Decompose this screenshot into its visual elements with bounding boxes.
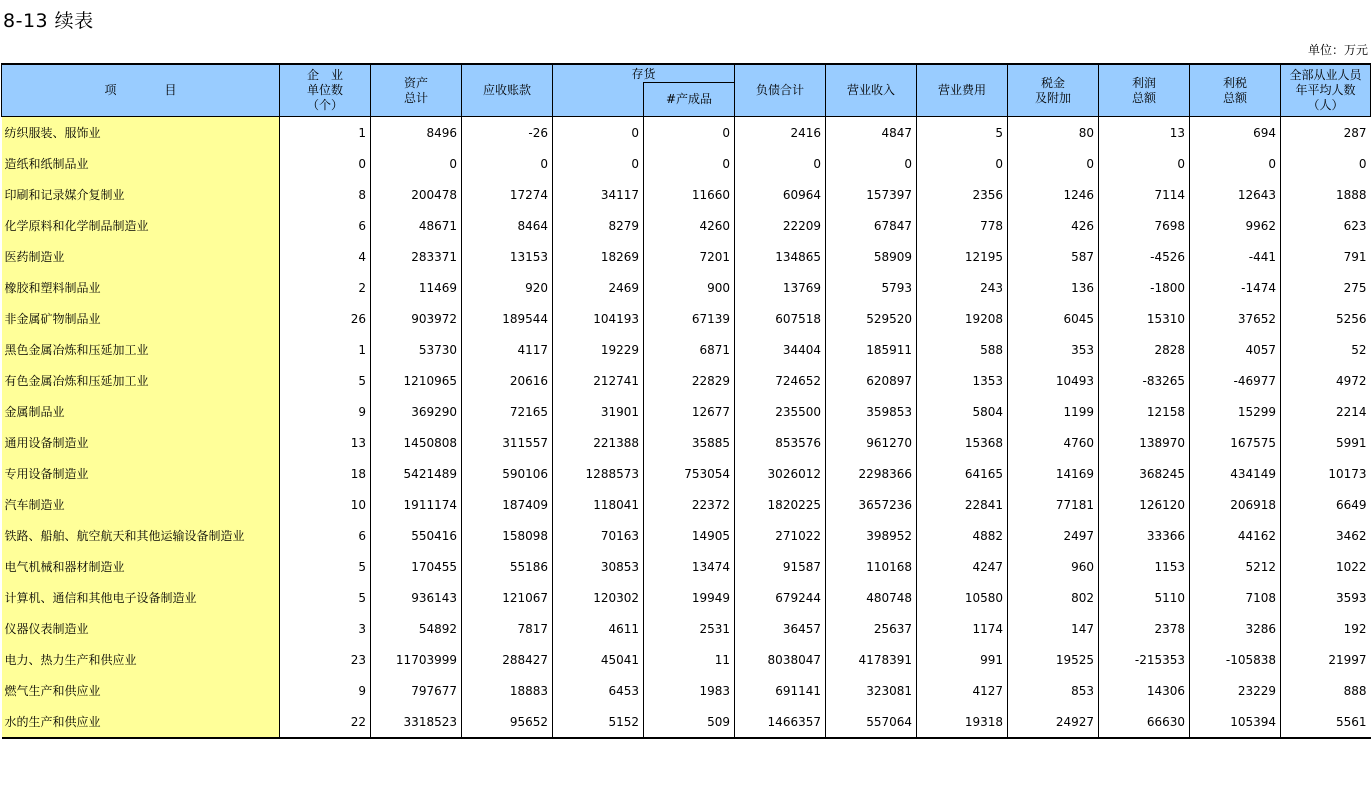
unit-label: 单位：万元 <box>1307 43 1368 57</box>
table-row <box>2 365 1371 396</box>
table-cell: 26 <box>280 303 371 334</box>
table-cell: 104193 <box>553 303 644 334</box>
table-cell: 19229 <box>553 334 644 365</box>
table-cell: 11469 <box>371 272 462 303</box>
header-profit-tax: 利税 总额 <box>1190 64 1281 117</box>
table-cell: 243 <box>917 272 1008 303</box>
table-cell: 5110 <box>1099 582 1190 613</box>
table-cell: 13153 <box>462 241 553 272</box>
row-label: 橡胶和塑料制品业 <box>2 272 280 303</box>
table-cell: 853576 <box>735 427 826 458</box>
table-cell: 323081 <box>826 675 917 706</box>
table-cell: 2 <box>280 272 371 303</box>
table-row <box>2 613 1371 644</box>
table-cell: 15299 <box>1190 396 1281 427</box>
table-cell: 14169 <box>1008 458 1099 489</box>
table-row <box>2 148 1371 179</box>
table-header <box>2 64 1371 117</box>
table-cell: 5804 <box>917 396 1008 427</box>
table-cell: 3318523 <box>371 706 462 738</box>
table-cell: 9 <box>280 675 371 706</box>
table-cell: 67139 <box>644 303 735 334</box>
row-label: 化学原料和化学制品制造业 <box>2 210 280 241</box>
table-cell: 10580 <box>917 582 1008 613</box>
table-cell: 235500 <box>735 396 826 427</box>
table-cell: 753054 <box>644 458 735 489</box>
table-row <box>2 303 1371 334</box>
table-cell: 3657236 <box>826 489 917 520</box>
table-row <box>2 334 1371 365</box>
table-cell: 37652 <box>1190 303 1281 334</box>
header-employees: 全部从业人员 年平均人数 （人） <box>1281 64 1371 117</box>
table-cell: 19949 <box>644 582 735 613</box>
row-label: 医药制造业 <box>2 241 280 272</box>
table-row <box>2 272 1371 303</box>
table-cell: 853 <box>1008 675 1099 706</box>
table-cell: 9 <box>280 396 371 427</box>
table-cell: 58909 <box>826 241 917 272</box>
header-inventory: 存货 <box>553 64 735 83</box>
row-label: 铁路、船舶、航空航天和其他运输设备制造业 <box>2 520 280 551</box>
table-cell: 13769 <box>735 272 826 303</box>
table-cell: 2416 <box>735 117 826 149</box>
table-cell: 6 <box>280 210 371 241</box>
table-cell: 288427 <box>462 644 553 675</box>
table-cell: 0 <box>917 148 1008 179</box>
table-cell: 3 <box>280 613 371 644</box>
table-cell: 147 <box>1008 613 1099 644</box>
table-cell: 778 <box>917 210 1008 241</box>
table-cell: 45041 <box>553 644 644 675</box>
table-cell: 4882 <box>917 520 1008 551</box>
table-cell: 10173 <box>1281 458 1371 489</box>
table-cell: 0 <box>1099 148 1190 179</box>
table-cell: 2356 <box>917 179 1008 210</box>
table-cell: 353 <box>1008 334 1099 365</box>
table-cell: 91587 <box>735 551 826 582</box>
table-cell: 5561 <box>1281 706 1371 738</box>
table-cell: 126120 <box>1099 489 1190 520</box>
table-cell: 0 <box>1281 148 1371 179</box>
table-cell: 4057 <box>1190 334 1281 365</box>
table-cell: 12643 <box>1190 179 1281 210</box>
header-profit: 利润 总额 <box>1099 64 1190 117</box>
table-cell: 724652 <box>735 365 826 396</box>
table-cell: 19318 <box>917 706 1008 738</box>
table-cell: 77181 <box>1008 489 1099 520</box>
table-cell: 4117 <box>462 334 553 365</box>
table-cell: 2828 <box>1099 334 1190 365</box>
table-cell: 802 <box>1008 582 1099 613</box>
table-cell: 34404 <box>735 334 826 365</box>
table-cell: 35885 <box>644 427 735 458</box>
table-cell: 3462 <box>1281 520 1371 551</box>
page-title: 8-13 续表 <box>3 10 94 32</box>
table-row <box>2 675 1371 706</box>
table-cell: 138970 <box>1099 427 1190 458</box>
table-cell: 1022 <box>1281 551 1371 582</box>
table-cell: 283371 <box>371 241 462 272</box>
table-cell: 5212 <box>1190 551 1281 582</box>
table-body <box>2 117 1371 739</box>
table-cell: 11703999 <box>371 644 462 675</box>
table-cell: 434149 <box>1190 458 1281 489</box>
header-expenses: 营业费用 <box>917 64 1008 117</box>
row-label: 电气机械和器材制造业 <box>2 551 280 582</box>
table-cell: 888 <box>1281 675 1371 706</box>
table-cell: 44162 <box>1190 520 1281 551</box>
table-cell: 903972 <box>371 303 462 334</box>
row-label: 水的生产和供应业 <box>2 706 280 738</box>
table-cell: 8279 <box>553 210 644 241</box>
table-cell: 10493 <box>1008 365 1099 396</box>
row-label: 计算机、通信和其他电子设备制造业 <box>2 582 280 613</box>
table-cell: 134865 <box>735 241 826 272</box>
row-label: 造纸和纸制品业 <box>2 148 280 179</box>
header-assets: 资产 总计 <box>371 64 462 117</box>
row-label: 汽车制造业 <box>2 489 280 520</box>
table-cell: 6453 <box>553 675 644 706</box>
table-row <box>2 706 1371 738</box>
table-cell: 105394 <box>1190 706 1281 738</box>
table-cell: 5793 <box>826 272 917 303</box>
table-cell: 8496 <box>371 117 462 149</box>
table-cell: 23 <box>280 644 371 675</box>
table-cell: -1474 <box>1190 272 1281 303</box>
table-cell: 4847 <box>826 117 917 149</box>
row-label: 通用设备制造业 <box>2 427 280 458</box>
table-cell: -4526 <box>1099 241 1190 272</box>
table-cell: 30853 <box>553 551 644 582</box>
table-row <box>2 396 1371 427</box>
table-cell: 212741 <box>553 365 644 396</box>
table-cell: 5991 <box>1281 427 1371 458</box>
header-taxes: 税金 及附加 <box>1008 64 1099 117</box>
table-cell: 1983 <box>644 675 735 706</box>
table-cell: 18269 <box>553 241 644 272</box>
table-cell: -441 <box>1190 241 1281 272</box>
table-cell: 961270 <box>826 427 917 458</box>
table-row <box>2 551 1371 582</box>
table-cell: 185911 <box>826 334 917 365</box>
table-cell: 426 <box>1008 210 1099 241</box>
row-label: 黑色金属冶炼和压延加工业 <box>2 334 280 365</box>
table-cell: 271022 <box>735 520 826 551</box>
table-cell: 136 <box>1008 272 1099 303</box>
table-cell: -83265 <box>1099 365 1190 396</box>
table-cell: 1353 <box>917 365 1008 396</box>
table-cell: 620897 <box>826 365 917 396</box>
table-cell: 23229 <box>1190 675 1281 706</box>
table-cell: 10 <box>280 489 371 520</box>
table-cell: 13474 <box>644 551 735 582</box>
table-cell: 1 <box>280 334 371 365</box>
table-cell: 120302 <box>553 582 644 613</box>
table-cell: 4127 <box>917 675 1008 706</box>
table-cell: 64165 <box>917 458 1008 489</box>
table-row <box>2 427 1371 458</box>
table-row <box>2 644 1371 675</box>
table-cell: 691141 <box>735 675 826 706</box>
row-label: 专用设备制造业 <box>2 458 280 489</box>
table-cell: 17274 <box>462 179 553 210</box>
table-cell: 110168 <box>826 551 917 582</box>
table-cell: -1800 <box>1099 272 1190 303</box>
table-cell: 936143 <box>371 582 462 613</box>
table-cell: 189544 <box>462 303 553 334</box>
table-cell: 588 <box>917 334 1008 365</box>
table-cell: 557064 <box>826 706 917 738</box>
table-cell: 36457 <box>735 613 826 644</box>
table-cell: 623 <box>1281 210 1371 241</box>
table-cell: 15310 <box>1099 303 1190 334</box>
table-cell: 6045 <box>1008 303 1099 334</box>
table-cell: 80 <box>1008 117 1099 149</box>
table-cell: 3593 <box>1281 582 1371 613</box>
header-liabilities: 负债合计 <box>735 64 826 117</box>
table-cell: 13 <box>1099 117 1190 149</box>
table-cell: 1911174 <box>371 489 462 520</box>
table-cell: 550416 <box>371 520 462 551</box>
table-cell: 221388 <box>553 427 644 458</box>
table-cell: -105838 <box>1190 644 1281 675</box>
header-enterprises: 企 业 单位数 （个） <box>280 64 371 117</box>
table-cell: 22841 <box>917 489 1008 520</box>
table-cell: 607518 <box>735 303 826 334</box>
table-row <box>2 582 1371 613</box>
table-cell: 53730 <box>371 334 462 365</box>
table-cell: 48671 <box>371 210 462 241</box>
table-cell: 1288573 <box>553 458 644 489</box>
table-cell: 52 <box>1281 334 1371 365</box>
table-cell: 0 <box>280 148 371 179</box>
table-cell: 694 <box>1190 117 1281 149</box>
table-cell: 991 <box>917 644 1008 675</box>
table-cell: 275 <box>1281 272 1371 303</box>
table-cell: 70163 <box>553 520 644 551</box>
table-cell: 0 <box>553 148 644 179</box>
table-cell: 6649 <box>1281 489 1371 520</box>
table-cell: 1199 <box>1008 396 1099 427</box>
table-cell: 11660 <box>644 179 735 210</box>
table-cell: 4760 <box>1008 427 1099 458</box>
table-row <box>2 489 1371 520</box>
table-cell: 900 <box>644 272 735 303</box>
table-cell: 158098 <box>462 520 553 551</box>
table-cell: 1246 <box>1008 179 1099 210</box>
table-cell: 368245 <box>1099 458 1190 489</box>
table-cell: 3286 <box>1190 613 1281 644</box>
table-cell: 67847 <box>826 210 917 241</box>
table-cell: 7698 <box>1099 210 1190 241</box>
table-cell: 0 <box>644 148 735 179</box>
table-cell: 20616 <box>462 365 553 396</box>
table-cell: 3026012 <box>735 458 826 489</box>
table-cell: 12677 <box>644 396 735 427</box>
table-cell: 920 <box>462 272 553 303</box>
table-cell: 5 <box>280 582 371 613</box>
table-cell: 95652 <box>462 706 553 738</box>
table-cell: 287 <box>1281 117 1371 149</box>
table-cell: 4260 <box>644 210 735 241</box>
table-cell: 192 <box>1281 613 1371 644</box>
header-inventory-spacer <box>553 83 644 117</box>
row-label: 非金属矿物制品业 <box>2 303 280 334</box>
table-cell: 121067 <box>462 582 553 613</box>
table-cell: 4972 <box>1281 365 1371 396</box>
table-cell: 509 <box>644 706 735 738</box>
row-label: 印刷和记录媒介复制业 <box>2 179 280 210</box>
table-cell: 6871 <box>644 334 735 365</box>
table-cell: 369290 <box>371 396 462 427</box>
table-cell: 4 <box>280 241 371 272</box>
table-cell: 12195 <box>917 241 1008 272</box>
table-cell: 311557 <box>462 427 553 458</box>
table-cell: 19525 <box>1008 644 1099 675</box>
table-cell: -26 <box>462 117 553 149</box>
table-cell: 0 <box>371 148 462 179</box>
row-label: 纺织服装、服饰业 <box>2 117 280 149</box>
table-cell: 1820225 <box>735 489 826 520</box>
table-cell: 5256 <box>1281 303 1371 334</box>
table-row <box>2 117 1371 149</box>
table-cell: 22829 <box>644 365 735 396</box>
table-cell: 187409 <box>462 489 553 520</box>
table-cell: 2214 <box>1281 396 1371 427</box>
table-cell: 0 <box>826 148 917 179</box>
table-cell: 19208 <box>917 303 1008 334</box>
table-cell: 33366 <box>1099 520 1190 551</box>
header-receivables: 应收账款 <box>462 64 553 117</box>
table-cell: 13 <box>280 427 371 458</box>
table-cell: 22372 <box>644 489 735 520</box>
table-cell: 25637 <box>826 613 917 644</box>
table-cell: 18883 <box>462 675 553 706</box>
table-cell: 0 <box>1008 148 1099 179</box>
header-finished-goods: #产成品 <box>644 83 735 117</box>
table-cell: 0 <box>462 148 553 179</box>
table-cell: 5 <box>917 117 1008 149</box>
table-cell: 14905 <box>644 520 735 551</box>
table-cell: 359853 <box>826 396 917 427</box>
table-cell: 66630 <box>1099 706 1190 738</box>
table-row <box>2 458 1371 489</box>
table-cell: 21997 <box>1281 644 1371 675</box>
table-cell: 72165 <box>462 396 553 427</box>
table-row <box>2 520 1371 551</box>
table-cell: 2298366 <box>826 458 917 489</box>
table-cell: 5 <box>280 551 371 582</box>
table-cell: 1466357 <box>735 706 826 738</box>
table-cell: 398952 <box>826 520 917 551</box>
table-cell: 8464 <box>462 210 553 241</box>
table-cell: 960 <box>1008 551 1099 582</box>
row-label: 电力、热力生产和供应业 <box>2 644 280 675</box>
table-cell: 0 <box>735 148 826 179</box>
table-cell: 118041 <box>553 489 644 520</box>
table-cell: 15368 <box>917 427 1008 458</box>
table-cell: -46977 <box>1190 365 1281 396</box>
row-label: 燃气生产和供应业 <box>2 675 280 706</box>
table-cell: 34117 <box>553 179 644 210</box>
table-cell: 157397 <box>826 179 917 210</box>
table-cell: 797677 <box>371 675 462 706</box>
table-cell: 480748 <box>826 582 917 613</box>
table-cell: 54892 <box>371 613 462 644</box>
table-cell: 7108 <box>1190 582 1281 613</box>
table-cell: 2378 <box>1099 613 1190 644</box>
table-cell: 529520 <box>826 303 917 334</box>
table-cell: 0 <box>553 117 644 149</box>
row-label: 仪器仪表制造业 <box>2 613 280 644</box>
table-cell: 14306 <box>1099 675 1190 706</box>
table-cell: 31901 <box>553 396 644 427</box>
table-cell: 8 <box>280 179 371 210</box>
table-cell: 7201 <box>644 241 735 272</box>
table-cell: 2531 <box>644 613 735 644</box>
table-cell: 167575 <box>1190 427 1281 458</box>
table-row <box>2 179 1371 210</box>
table-cell: 22 <box>280 706 371 738</box>
table-cell: 8038047 <box>735 644 826 675</box>
table-cell: 0 <box>1190 148 1281 179</box>
row-label: 金属制品业 <box>2 396 280 427</box>
table-cell: 1450808 <box>371 427 462 458</box>
table-cell: 7114 <box>1099 179 1190 210</box>
table-cell: 170455 <box>371 551 462 582</box>
table-cell: 1174 <box>917 613 1008 644</box>
table-cell: 791 <box>1281 241 1371 272</box>
table-cell: 2497 <box>1008 520 1099 551</box>
header-revenue: 营业收入 <box>826 64 917 117</box>
table-cell: 4178391 <box>826 644 917 675</box>
table-cell: 1 <box>280 117 371 149</box>
table-cell: 1210965 <box>371 365 462 396</box>
table-cell: 0 <box>644 117 735 149</box>
table-cell: 206918 <box>1190 489 1281 520</box>
table-cell: 679244 <box>735 582 826 613</box>
table-cell: 1153 <box>1099 551 1190 582</box>
table-cell: 1888 <box>1281 179 1371 210</box>
table-cell: 7817 <box>462 613 553 644</box>
table-cell: 12158 <box>1099 396 1190 427</box>
table-row <box>2 241 1371 272</box>
table-cell: 4247 <box>917 551 1008 582</box>
table-cell: 2469 <box>553 272 644 303</box>
table-cell: 22209 <box>735 210 826 241</box>
table-cell: 6 <box>280 520 371 551</box>
table-cell: 11 <box>644 644 735 675</box>
table-cell: -215353 <box>1099 644 1190 675</box>
table-cell: 4611 <box>553 613 644 644</box>
table-cell: 5152 <box>553 706 644 738</box>
header-item: 项 目 <box>2 64 280 117</box>
table-cell: 200478 <box>371 179 462 210</box>
table-cell: 55186 <box>462 551 553 582</box>
table-cell: 590106 <box>462 458 553 489</box>
table-cell: 5 <box>280 365 371 396</box>
statistics-table <box>1 63 1371 739</box>
table-cell: 9962 <box>1190 210 1281 241</box>
table-cell: 24927 <box>1008 706 1099 738</box>
table-cell: 60964 <box>735 179 826 210</box>
table-row <box>2 210 1371 241</box>
table-cell: 18 <box>280 458 371 489</box>
table-cell: 5421489 <box>371 458 462 489</box>
row-label: 有色金属冶炼和压延加工业 <box>2 365 280 396</box>
table-cell: 587 <box>1008 241 1099 272</box>
